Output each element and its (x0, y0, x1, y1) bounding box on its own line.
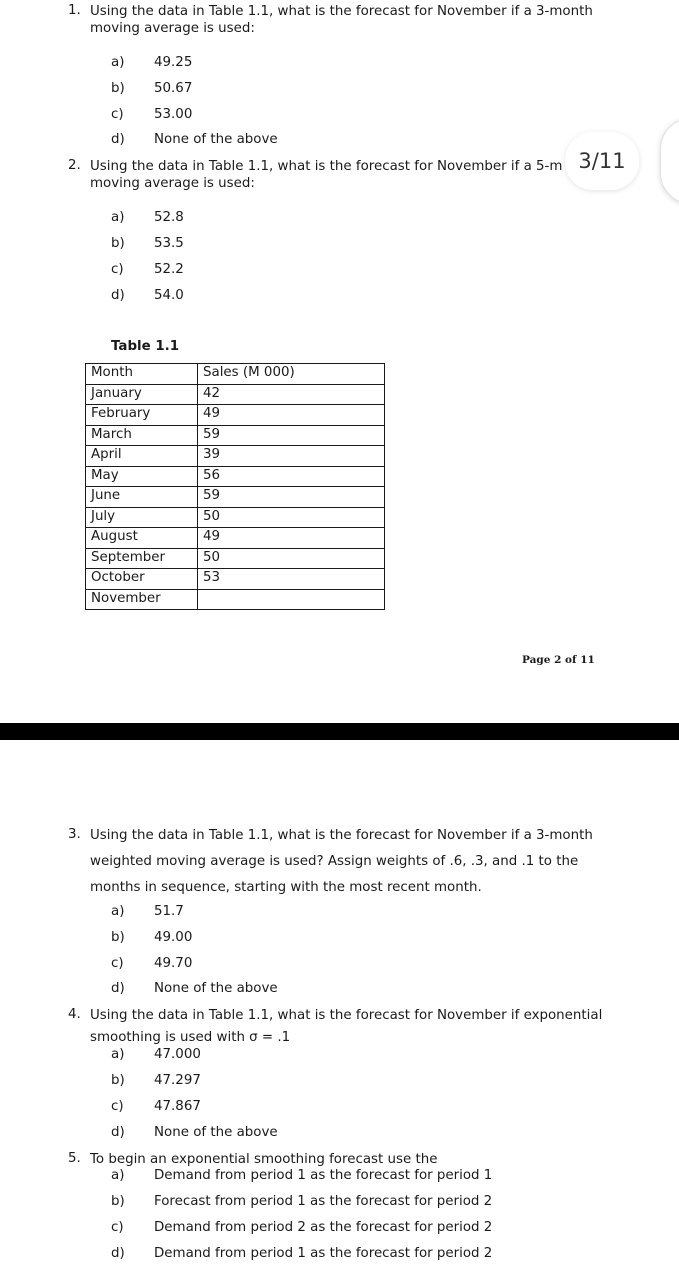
table-row (86, 548, 385, 569)
question-text-line: weighted moving average is used? Assign weights of .6, .3, and .1 to the (90, 854, 579, 869)
sales-cell: 50 (198, 548, 385, 569)
table-row (86, 487, 385, 508)
month-cell: May (86, 466, 198, 487)
table-row (86, 384, 385, 405)
question-number: 2. (68, 158, 81, 173)
question-number: 4. (68, 1007, 81, 1022)
question-text-line: months in sequence, starting with the most recent month. (90, 880, 482, 895)
option-text: 49.00 (154, 930, 193, 945)
page-indicator: 3/11 (565, 132, 639, 190)
question-text-line: Using the data in Table 1.1, what is the forecast for November if a 5-m (90, 159, 563, 174)
question-text-line: moving average is used: (90, 176, 255, 191)
sales-cell: 49 (198, 528, 385, 549)
option-letter: b) (111, 1194, 125, 1209)
month-cell: June (86, 487, 198, 508)
option-text: 47.000 (154, 1047, 201, 1062)
month-cell: April (86, 446, 198, 467)
option-letter: d) (111, 1246, 125, 1261)
month-cell: September (86, 548, 198, 569)
sales-cell: 50 (198, 507, 385, 528)
option-text: 52.8 (154, 210, 184, 225)
sales-cell (198, 589, 385, 610)
option-text: 54.0 (154, 288, 184, 303)
question-text-line: To begin an exponential smoothing forecast use the (90, 1152, 438, 1167)
option-letter: d) (111, 132, 125, 147)
question-number: 1. (68, 3, 81, 18)
option-letter: d) (111, 288, 125, 303)
table-row (86, 507, 385, 528)
option-text: Demand from period 1 as the forecast for period 2 (154, 1246, 493, 1261)
option-letter: c) (111, 1220, 124, 1235)
sales-table (85, 363, 385, 610)
option-letter: c) (111, 956, 124, 971)
option-text: None of the above (154, 1125, 278, 1140)
question-text-line: smoothing is used with σ = .1 (90, 1030, 291, 1045)
question-number: 5. (68, 1151, 81, 1166)
table-row (86, 466, 385, 487)
option-text: Demand from period 2 as the forecast for period 2 (154, 1220, 493, 1235)
option-letter: a) (111, 55, 125, 70)
option-letter: c) (111, 1099, 124, 1114)
sales-cell: 42 (198, 384, 385, 405)
option-text: 49.70 (154, 956, 193, 971)
month-cell: August (86, 528, 198, 549)
option-letter: a) (111, 210, 125, 225)
month-cell: January (86, 384, 198, 405)
question-text-line: Using the data in Table 1.1, what is the forecast for November if exponential (90, 1008, 603, 1023)
column-header-month: Month (86, 364, 198, 385)
question-text-line: Using the data in Table 1.1, what is the forecast for November if a 3-month (90, 4, 593, 19)
option-letter: d) (111, 1125, 125, 1140)
sales-cell: 59 (198, 425, 385, 446)
column-header-sales: Sales (M 000) (198, 364, 385, 385)
table-row (86, 569, 385, 590)
option-text: 52.2 (154, 262, 184, 277)
option-text: 49.25 (154, 55, 193, 70)
option-letter: c) (111, 107, 124, 122)
option-letter: b) (111, 236, 125, 251)
table-row (86, 425, 385, 446)
option-letter: b) (111, 81, 125, 96)
page-divider (0, 723, 679, 740)
month-cell: October (86, 569, 198, 590)
option-text: Demand from period 1 as the forecast for period 1 (154, 1168, 493, 1183)
question-text-line: moving average is used: (90, 21, 255, 36)
question-text-line: Using the data in Table 1.1, what is the forecast for November if a 3-month (90, 828, 593, 843)
month-cell: November (86, 589, 198, 610)
option-text: 47.297 (154, 1073, 201, 1088)
table-row (86, 446, 385, 467)
option-letter: d) (111, 981, 125, 996)
table-row (86, 405, 385, 426)
month-cell: July (86, 507, 198, 528)
question-number: 3. (68, 827, 81, 842)
option-text: 53.00 (154, 107, 193, 122)
month-cell: February (86, 405, 198, 426)
scroll-handle[interactable] (660, 118, 679, 204)
sales-cell: 59 (198, 487, 385, 508)
option-text: Forecast from period 1 as the forecast for period 2 (154, 1194, 493, 1209)
option-text: None of the above (154, 132, 278, 147)
option-letter: a) (111, 1168, 125, 1183)
option-text: 50.67 (154, 81, 193, 96)
option-letter: a) (111, 1047, 125, 1062)
table-header-row (86, 364, 385, 385)
table-title: Table 1.1 (111, 339, 180, 354)
sales-cell: 56 (198, 466, 385, 487)
option-text: None of the above (154, 981, 278, 996)
option-letter: c) (111, 262, 124, 277)
sales-cell: 39 (198, 446, 385, 467)
option-text: 51.7 (154, 904, 184, 919)
table-row (86, 528, 385, 549)
month-cell: March (86, 425, 198, 446)
option-letter: b) (111, 1073, 125, 1088)
sales-cell: 53 (198, 569, 385, 590)
sales-cell: 49 (198, 405, 385, 426)
option-text: 47.867 (154, 1099, 201, 1114)
option-letter: a) (111, 904, 125, 919)
page-footer: Page 2 of 11 (522, 654, 595, 666)
option-text: 53.5 (154, 236, 184, 251)
table-row (86, 589, 385, 610)
option-letter: b) (111, 930, 125, 945)
